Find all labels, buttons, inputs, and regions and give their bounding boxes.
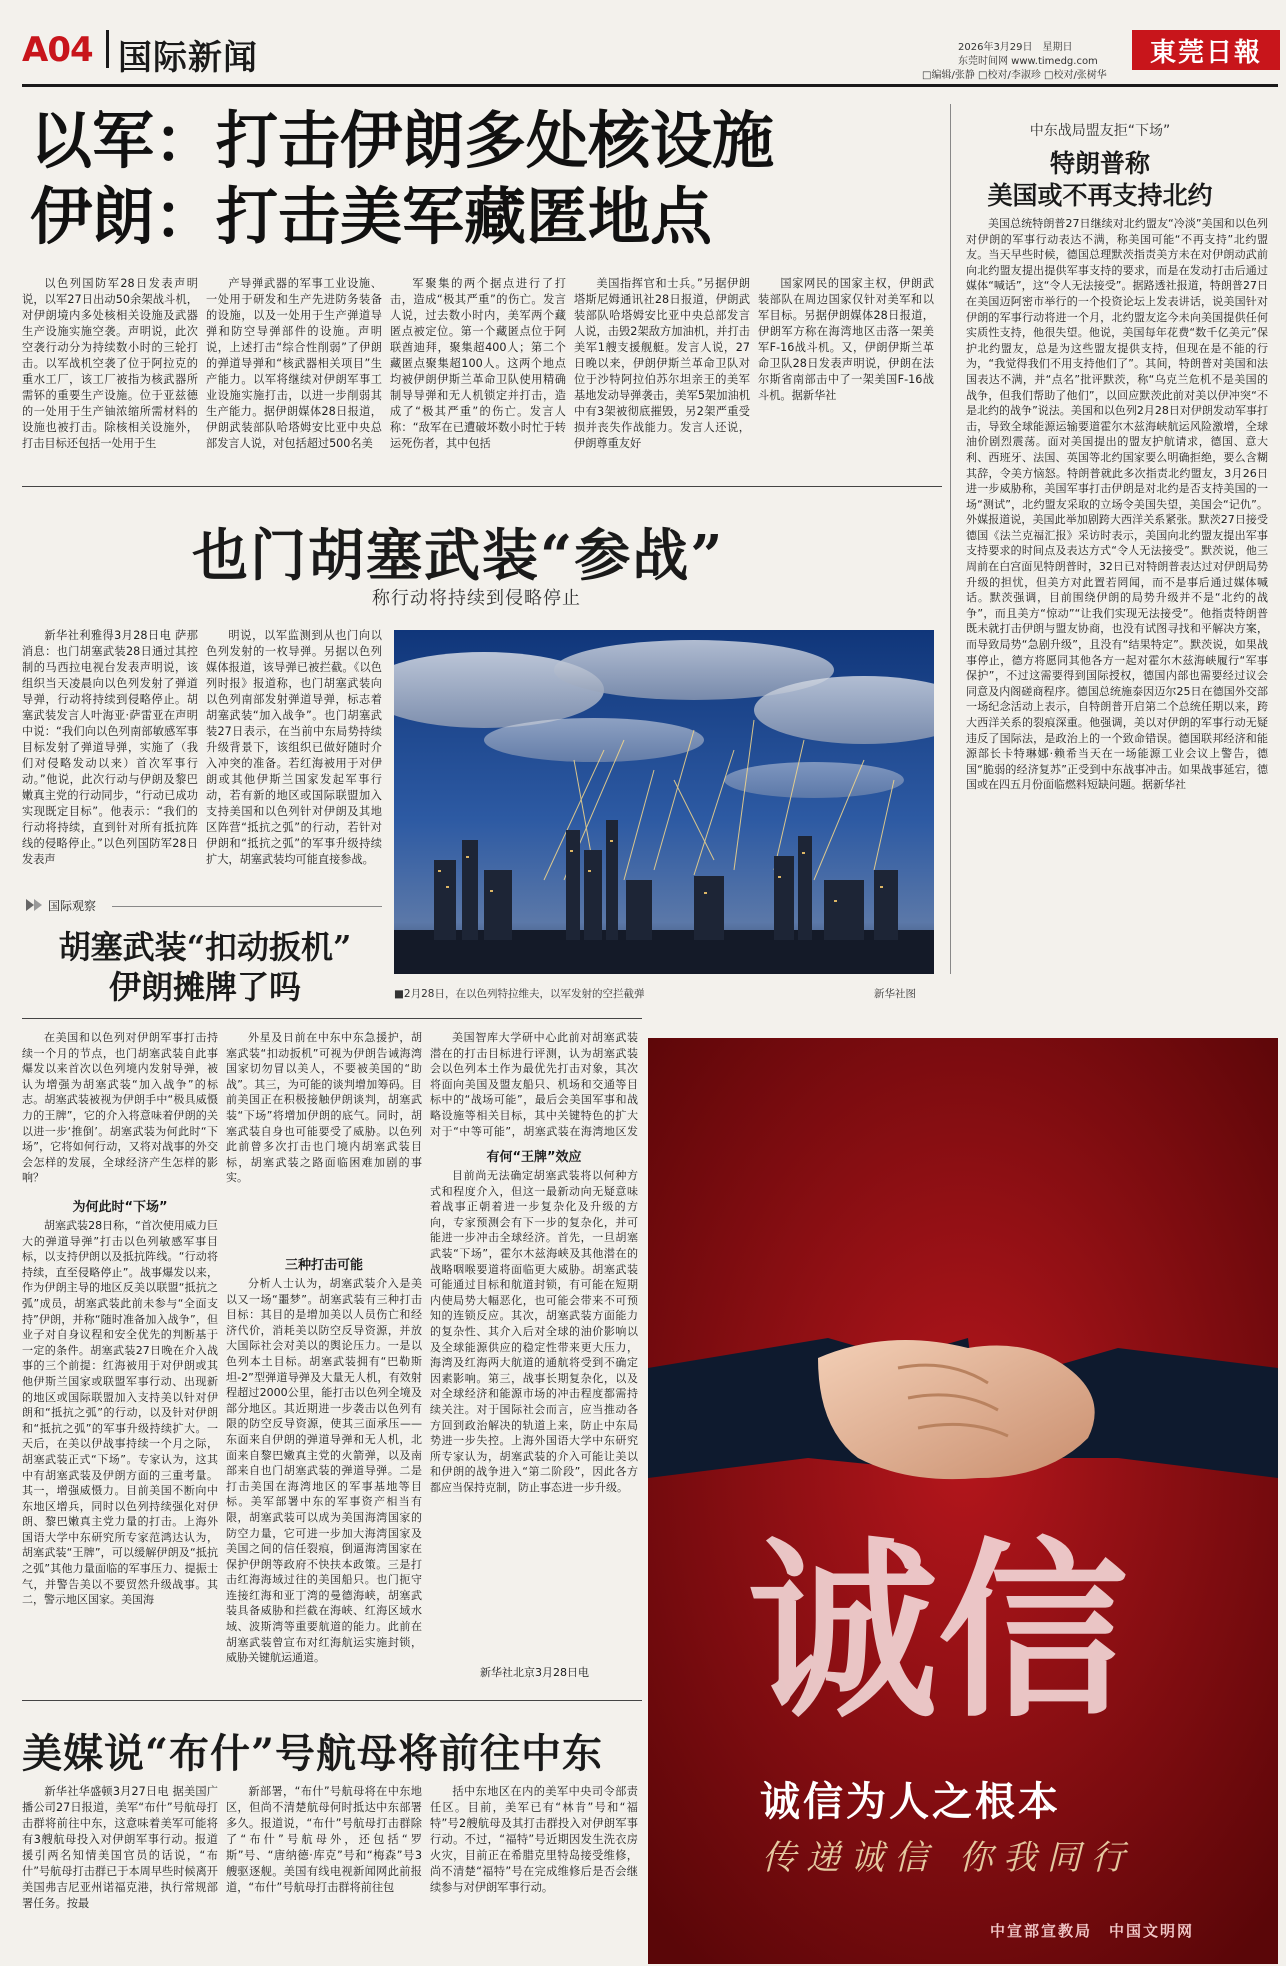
issue-date: 2026年3月29日 星期日 [958,42,1073,53]
sidebar-kicker: 中东战局盟友拒“下场” [1029,123,1171,139]
observe-column-1b: 胡塞武装28日称，“首次使用威力巨大的弹道导弹”打击以色列敏感军事目标，以支持伊朗以及抵抗阵线。“行动将持续，直至侵略停止”。战事爆发以来，作为伊朗主导的地区反美以联盟“抵抗之弧”成员，胡塞武装此前未参与“全面支持”伊朗，并称“随时准备加入战争”，但业子对自身议程和安全优先的判断基于一定的条件。胡塞武装27日晚在介入战事的三个前提：红海被用于对伊朗或其他伊斯兰国家或联盟军事行动、出现新的地区或国际联盟加入支持美以针对伊朗和“抵抗之弧”的行动，以及针对伊朗和“抵抗之弧”的军事升级持续扩大。一天后，在美以伊战事持续一个月之际，胡塞武装正式“下场”。专家认为，这其中有胡塞武装及伊朗方面的三重考量。其一，增强威慑力。目前美国不断向中东地区增兵，同时以色列持续强化对伊朗、黎巴嫩真主党力量的打击。上海外国语大学中东研究所专家范鸿达认为，胡塞武装“王牌”，可以缓解伊朗及“抵抗之弧”其他力量面临的军事压力、提振士气，并警告美以不要贸然升级战事。其二，警示地区国家。美国海 [22,1219,218,1607]
lead-column-5: 国家网民的国家主权，伊朗武装部队在周边国家仅针对美军和以军目标。另据伊朗媒体28日报道，伊朗军方称在海湾地区击落一架美军F-16战斗机。又，伊朗伊斯兰革命卫队28日发表声明说，伊朗在法尔斯省南部击中了一架美国F-16战斗机。据新华社 [758,277,934,402]
ad-sponsors: 中宣部宣教局 中国文明网 [990,1922,1195,1940]
sidebar-body: 美国总统特朗普27日继续对北约盟友“冷淡”美国和以色列对伊朗的军事行动表达不满，称美国可能“不再支持”北约盟友。当天早些时候，德国总理默茨指责美方未在对伊朗动武前向北约盟友提出提供军事支持的要求，而是在发动打击后通过媒体“喊话”，这“令人无法接受”。据路透社报道，特朗普27日在美国迈阿密市举行的一个投资论坛上发表讲话，说美国针对伊朗的军事行动将进一个月，北约盟友迄今未向美国提供任何实质性支持，他很失望。他说，美国每年花费“数千亿美元”保护北约盟友，总是为这些盟友提供支持，但现在是不能的行为，“我觉得我们不用支持他们了”。其间，特朗普对美国和法国表达不满，并“点名”批评默茨，称“乌克兰危机不是美国的战争，但我们帮助了他们”，以回应默茨此前对美以伊冲突“不是北约的战争”说法。美国和以色列2月28日对伊朗发动军事打击，导致全球能源运输要道霍尔木兹海峡航运风险激增，全球油价剧烈震荡。面对美国提出的盟友护航请求，德国、意大利、西班牙、法国、英国等北约国家要么明确拒绝，要么含糊其辞，令美方恼怒。特朗普就此多次指责北约盟友，3月26日进一步威胁称，美国军事打击伊朗是对北约是否支持美国的一场“测试”，北约盟友采取的立场令美国失望，美国会“记仇”。外媒报道说，美国此举加剧跨大西洋关系紧张。默茨27日接受德国《法兰克福汇报》采访时表示，美国向北约盟友提出军事支持要求的时间点及表达方式“令人无法接受”。默茨说，他三周前在白宫面见特朗普时，32日已对特朗普表达过对伊朗局势升级的担忧，但美方对此置若罔闻，而不是事后通过媒体喊话。默茨强调，目前围绕伊朗的局势升级并不是“北约的战争”，而且美方“惊动”“让我们实现无法接受”。他指责特朗普既未就打击伊朗与盟友协商，也没有试图寻找和平解决方案，而导致局势“急剧升级”，且没有“结果特定”。默茨说，如果战事停止，德方将愿同其他各方一起对霍尔木兹海峡履行“军事保护”，不过这需要得到国际授权，德国内部也需要经过议会同意及内阁磋商程序。德国总统施泰因迈尔25日在德国外交部一场纪念活动上表示，自特朗普开启第二个总统任期以来，跨大西洋关系的裂痕深重。他强调，美以对伊朗的军事行动无疑违反了国际法，是政治上的一个致命错误。德国联邦经济和能源部长卡特琳娜·赖希当天在一场能源工业会议上警告，德国“脆弱的经济复苏”正受到中东战事冲击。如果战事延宕，德国或在四五月份面临燃料短缺问题。据新华社 [966,217,1268,792]
observe-column-2b: 分析人士认为，胡塞武装介入是美以又一场“噩梦”。胡塞武装有三种打击目标：其目的是增加美以人员伤亡和经济代价，消耗美以防空反导资源，并放大国际社会对美以的舆论压力。一是以色列本土目标。胡塞武装拥有“巴勒斯坦-2”型弹道导弹及大量无人机，有效射程超过2000公里，能打击以色列全境及部分地区。其近期进一步袭击以色列有限的防空反导资源，使其三面承压——东面来自伊朗的弹道导弹和无人机，北面来自黎巴嫩真主党的火箭弹，以及南部来自也门胡塞武装的弹道导弹。二是打击美国在海湾地区的军事基地等目标。美军部署中东的军事资产相当有限，胡塞武装可以成为美国海湾国家的防空力量，它可进一步加大海湾国家及美国之间的信任裂痕，倒逼海湾国家在保护伊朗等政府不快扶本政策。三是打击红海海域过往的美国船只。也门扼守连接红海和亚丁湾的曼德海峡，胡塞武装具备威胁和拦截在海峡、红海区域水域、波斯湾等重要航道的能力。此前在胡塞武装曾宣布对红海航运实施封锁，威胁关键航运通道。 [226,1277,422,1665]
bush-column-2: 新部署，“布什”号航母将在中东地区，但尚不清楚航母何时抵达中东部署多久。报道说，“布什”号航母打击群除了“布什”号航母外，还包括“罗斯”号、“唐纳德·库克”号和“梅森”号3艘驱逐舰。美国有线电视新闻网此前报道，“布什”号航母打击群将前往包 [226,1785,422,1894]
houthi-column-2: 明说，以军监测到从也门向以色列发射的一枚导弹。另据以色列媒体报道，该导弹已被拦截。《以色列时报》报道称，也门胡塞武装向以色列南部发射弹道导弹，标志着胡塞武装“加入战争”。也门胡塞武装27日表示，在当前中东局势持续升级背景下，该组织已做好随时介入冲突的准备。若红海被用于对伊朗或其他伊斯兰国家发起军事行动，若有新的地区或国际联盟加入支持美国和以色列针对伊朗及其地区阵营“抵抗之弧”的行动，若针对伊朗和“抵抗之弧”的军事升级持续扩大，胡塞武装均可能直接参战。 [206,629,382,866]
newspaper-logo: 東莞日報 [1132,30,1280,70]
lead-column-2: 产导弹武器的军事工业设施、一处用于研发和生产先进防务装备的设施，以及一处用于生产弹道导弹和防空导弹部件的设施。声明说，上述打击“综合性削弱”了伊朗的弹道导弹和“核武器相关项目”生产能力。以军将继续对伊朗军事工业设施实施打击，以进一步削弱其生产能力。据伊朗媒体28日报道，伊朗武装部队哈塔姆安比亚中央总部发言人说，对包括超过500名美 [206,277,382,450]
page-number [22,30,93,70]
sidebar-divider [950,104,951,974]
photo-credit: 新华社图 [874,988,916,1000]
sidebar-headline-2: 美国或不再支持北约 [987,181,1213,210]
interception-photo [394,630,934,974]
photo-caption: ■2月28日，在以色列特拉维夫，以军发射的空拦截弹 [394,988,645,1000]
bush-column-3: 括中东地区在内的美军中央司令部责任区。目前，美军已有“林肯”号和“福特”号2艘航母及其打击群投入对伊朗军事行动。不过，“福特”号近期因发生洗衣房火灾，目前正在希腊克里特岛接受维修，尚不清楚“福特”号在完成维修后是否会继续参与对伊朗军事行动。 [430,1785,638,1894]
observe-column-1a: 在美国和以色列对伊朗军事打击持续一个月的节点，也门胡塞武装自此事爆发以来首次以色列境内发射导弹，被认为增强为胡塞武装“加入战争”的标志。胡塞武装被视为伊朗手中“极具威慑力的王牌”，它的介入将意味着伊朗的关以进一步‘推倒’。胡塞武装为何此时“下场”，它将如何行动，又将对战事的外交会怎样的发展，全球经济产生怎样的影响？ [22,1031,218,1185]
observe-subhead-3: 有何“王牌”效应 [486,1150,582,1165]
observe-headline-1: 胡塞武装“扣动扳机” [58,928,352,966]
lead-column-1: 以色列国防军28日发表声明说，以军27日出动50余架战斗机，对伊朗境内多处核相关设施及武器生产设施实施空袭。声明说，此次空袭行动分为持续数小时的三轮打击。以军战机空袭了位于阿拉克的重水工厂，该工厂被指为核武器所需钚的重要生产设施。位于亚兹德的一处用于生产铀浓缩所需材料的设施也被打击。除核相关设施外，打击目标还包括一处用于生 [22,277,198,450]
lead-headline-2: 伊朗：打击美军藏匿地点 [30,180,713,253]
observe-column-2a: 外星及日前在中东中东急援护，胡塞武装“扣动扳机”可视为伊朗告诫海湾国家切勿冒以美人，不要被美国的“助战”。其三，为可能的谈判增加筹码。目前美国正在积极接触伊朗谈判，胡塞武装“下场”将增加伊朗的底气。同时，胡塞武装自身也可能要受了威胁。以色列此前曾多次打击也门境内胡塞武装目标，胡塞武装之路面临困难加剧的事实。 [226,1031,422,1185]
night-sky-skyline-image [394,630,934,974]
sidebar-headline-1: 特朗普称 [1049,149,1150,178]
double-chevron-icon [22,894,46,916]
lead-bottom-rule [22,486,942,487]
houthi-headline: 也门胡塞武装“参战” [192,523,725,589]
masthead [0,0,1286,92]
lead-column-3: 军聚集的两个据点进行了打击，造成“极其严重”的伤亡。发言人说，过去数小时内，美军两个藏匿点被定位。第一个藏匿点位于阿联酋迪拜，聚集超400人；第二个藏匿点聚集超100人。这两个地点均被伊朗伊斯兰革命卫队使用精确制导导弹和无人机锁定并打击，造成了“极其严重”的伤亡。发言人称：“敌军在已遭破坏数小时忙于转运死伤者，其中包括 [390,277,566,450]
observe-tag-label: 国际观察 [48,899,97,913]
observe-bottom-rule [22,1700,642,1701]
ad-big-characters: 诚信 [748,1520,1129,1743]
observe-subhead-1: 为何此时“下场” [72,1200,168,1215]
observe-credit: 新华社北京3月28日电 [480,1666,589,1679]
observe-top-rule [22,1018,642,1019]
bush-headline: 美媒说“布什”号航母将前往中东 [22,1730,604,1777]
observe-subhead-2: 三种打击可能 [284,1258,363,1273]
observe-headline-2: 伊朗摊牌了吗 [108,968,301,1006]
page-number-text: A04 [22,30,93,70]
houthi-subheadline: 称行动将持续到侵略停止 [372,588,581,609]
observe-tag-rule [112,906,382,907]
observe-column-3b: 目前尚无法确定胡塞武装将以何种方式和程度介入，但这一最新动向无疑意味着战事正朝着进一步复杂化及升级的方向，专家预测会有下一步的复杂化，并可能进一步冲击全球经济。首先，一旦胡塞武装“下场”，霍尔木兹海峡及其他潜在的战略咽喉要道将面临更大威胁。胡塞武装可能通过目标和航道封锁，有可能在短期内使局势大幅恶化，也可能会带来不可预知的连锁反应。其次，胡塞武装方面能力的复杂性、其介入后对全球的油价影响以及全球能源供应的稳定性带来更大压力，海湾及红海两大航道的通航将受到不确定因素影响。第三，战事长期复杂化，以及对全球经济和能源市场的冲击程度都需持续关注。对于国际社会而言，应当推动各方回到政治解决的轨道上来，防止中东局势进一步失控。上海外国语大学中东研究所专家认为，胡塞武装的介入可能让美以和伊朗的战争进入“第二阶段”，因此各方都应当保持克制，防止事态进一步升级。 [430,1169,638,1494]
lead-column-4: 美国指挥官和士兵。”另据伊朗塔斯尼姆通讯社28日报道，伊朗武装部队哈塔姆安比亚中央总部发言人说，击毁2架敌方加油机，并打击美军1艘支援舰艇。发言人说，27日晚以来，伊朗伊斯兰革命卫队对位于沙特阿拉伯苏尔坦亲王的美军基地发动导弹袭击，美军5架加油机中有3架被彻底摧毁，另2架严重受损并丧失作战能力。发言人还说，伊朗尊重友好 [574,277,750,450]
observe-column-3a: 美国智库大学研中心此前对胡塞武装潜在的打击目标进行评测，认为胡塞武装会以色列本土作为最优先打击对象，其次将面向美国及盟友船只、机场和交通等目标中的“战场可能”，最后会美国军事和战略设施等相关目标，其中关键特色的扩大对于“中等可能”，胡塞武装在海湾地区发 [430,1031,638,1138]
masthead-separator [106,30,109,68]
ad-slogan: 传递诚信 你我同行 [762,1838,1135,1878]
section-name: 国际新闻 [118,38,258,78]
ad-title: 诚信为人之根本 [760,1778,1061,1825]
houthi-column-1: 新华社利雅得3月28日电 萨那消息：也门胡塞武装28日通过其控制的马西拉电视台发表声明说，该组织当天凌晨向以色列发射了弹道导弹，行动将持续到侵略停止。胡塞武装发言人叶海亚·萨雷亚在声明中说：“我们向以色列南部敏感军事目标发射了弹道导弹，实施了（我们对侵略发动以来）首次军事行动。”他说，此次行动与伊朗及黎巴嫩真主党的行动同步，“行动已成功实现既定目标”。他表示：“我们的行动将持续，直到针对所有抵抗阵线的侵略停止。”以色列国防军28日发表声 [22,629,198,866]
editor-credits: □编辑/张静 □校对/李淑珍 □校对/张树华 [922,70,1107,81]
masthead-rule [22,84,1278,87]
lead-headline-1: 以军：打击伊朗多处核设施 [30,104,775,177]
bush-column-1: 新华社华盛顿3月27日电 据美国广播公司27日报道，美军“布什”号航母打击群将前往中东，这意味着美军可能将有3艘航母投入对伊朗军事行动。报道援引两名知情美国官员的话说，“布什”号航母打击群已于本周早些时候离开美国弗吉尼亚州诺福克港，执行常规部署任务。按最 [22,1785,218,1910]
website-url[interactable]: 东莞时间网 www.timedg.com [958,56,1098,67]
